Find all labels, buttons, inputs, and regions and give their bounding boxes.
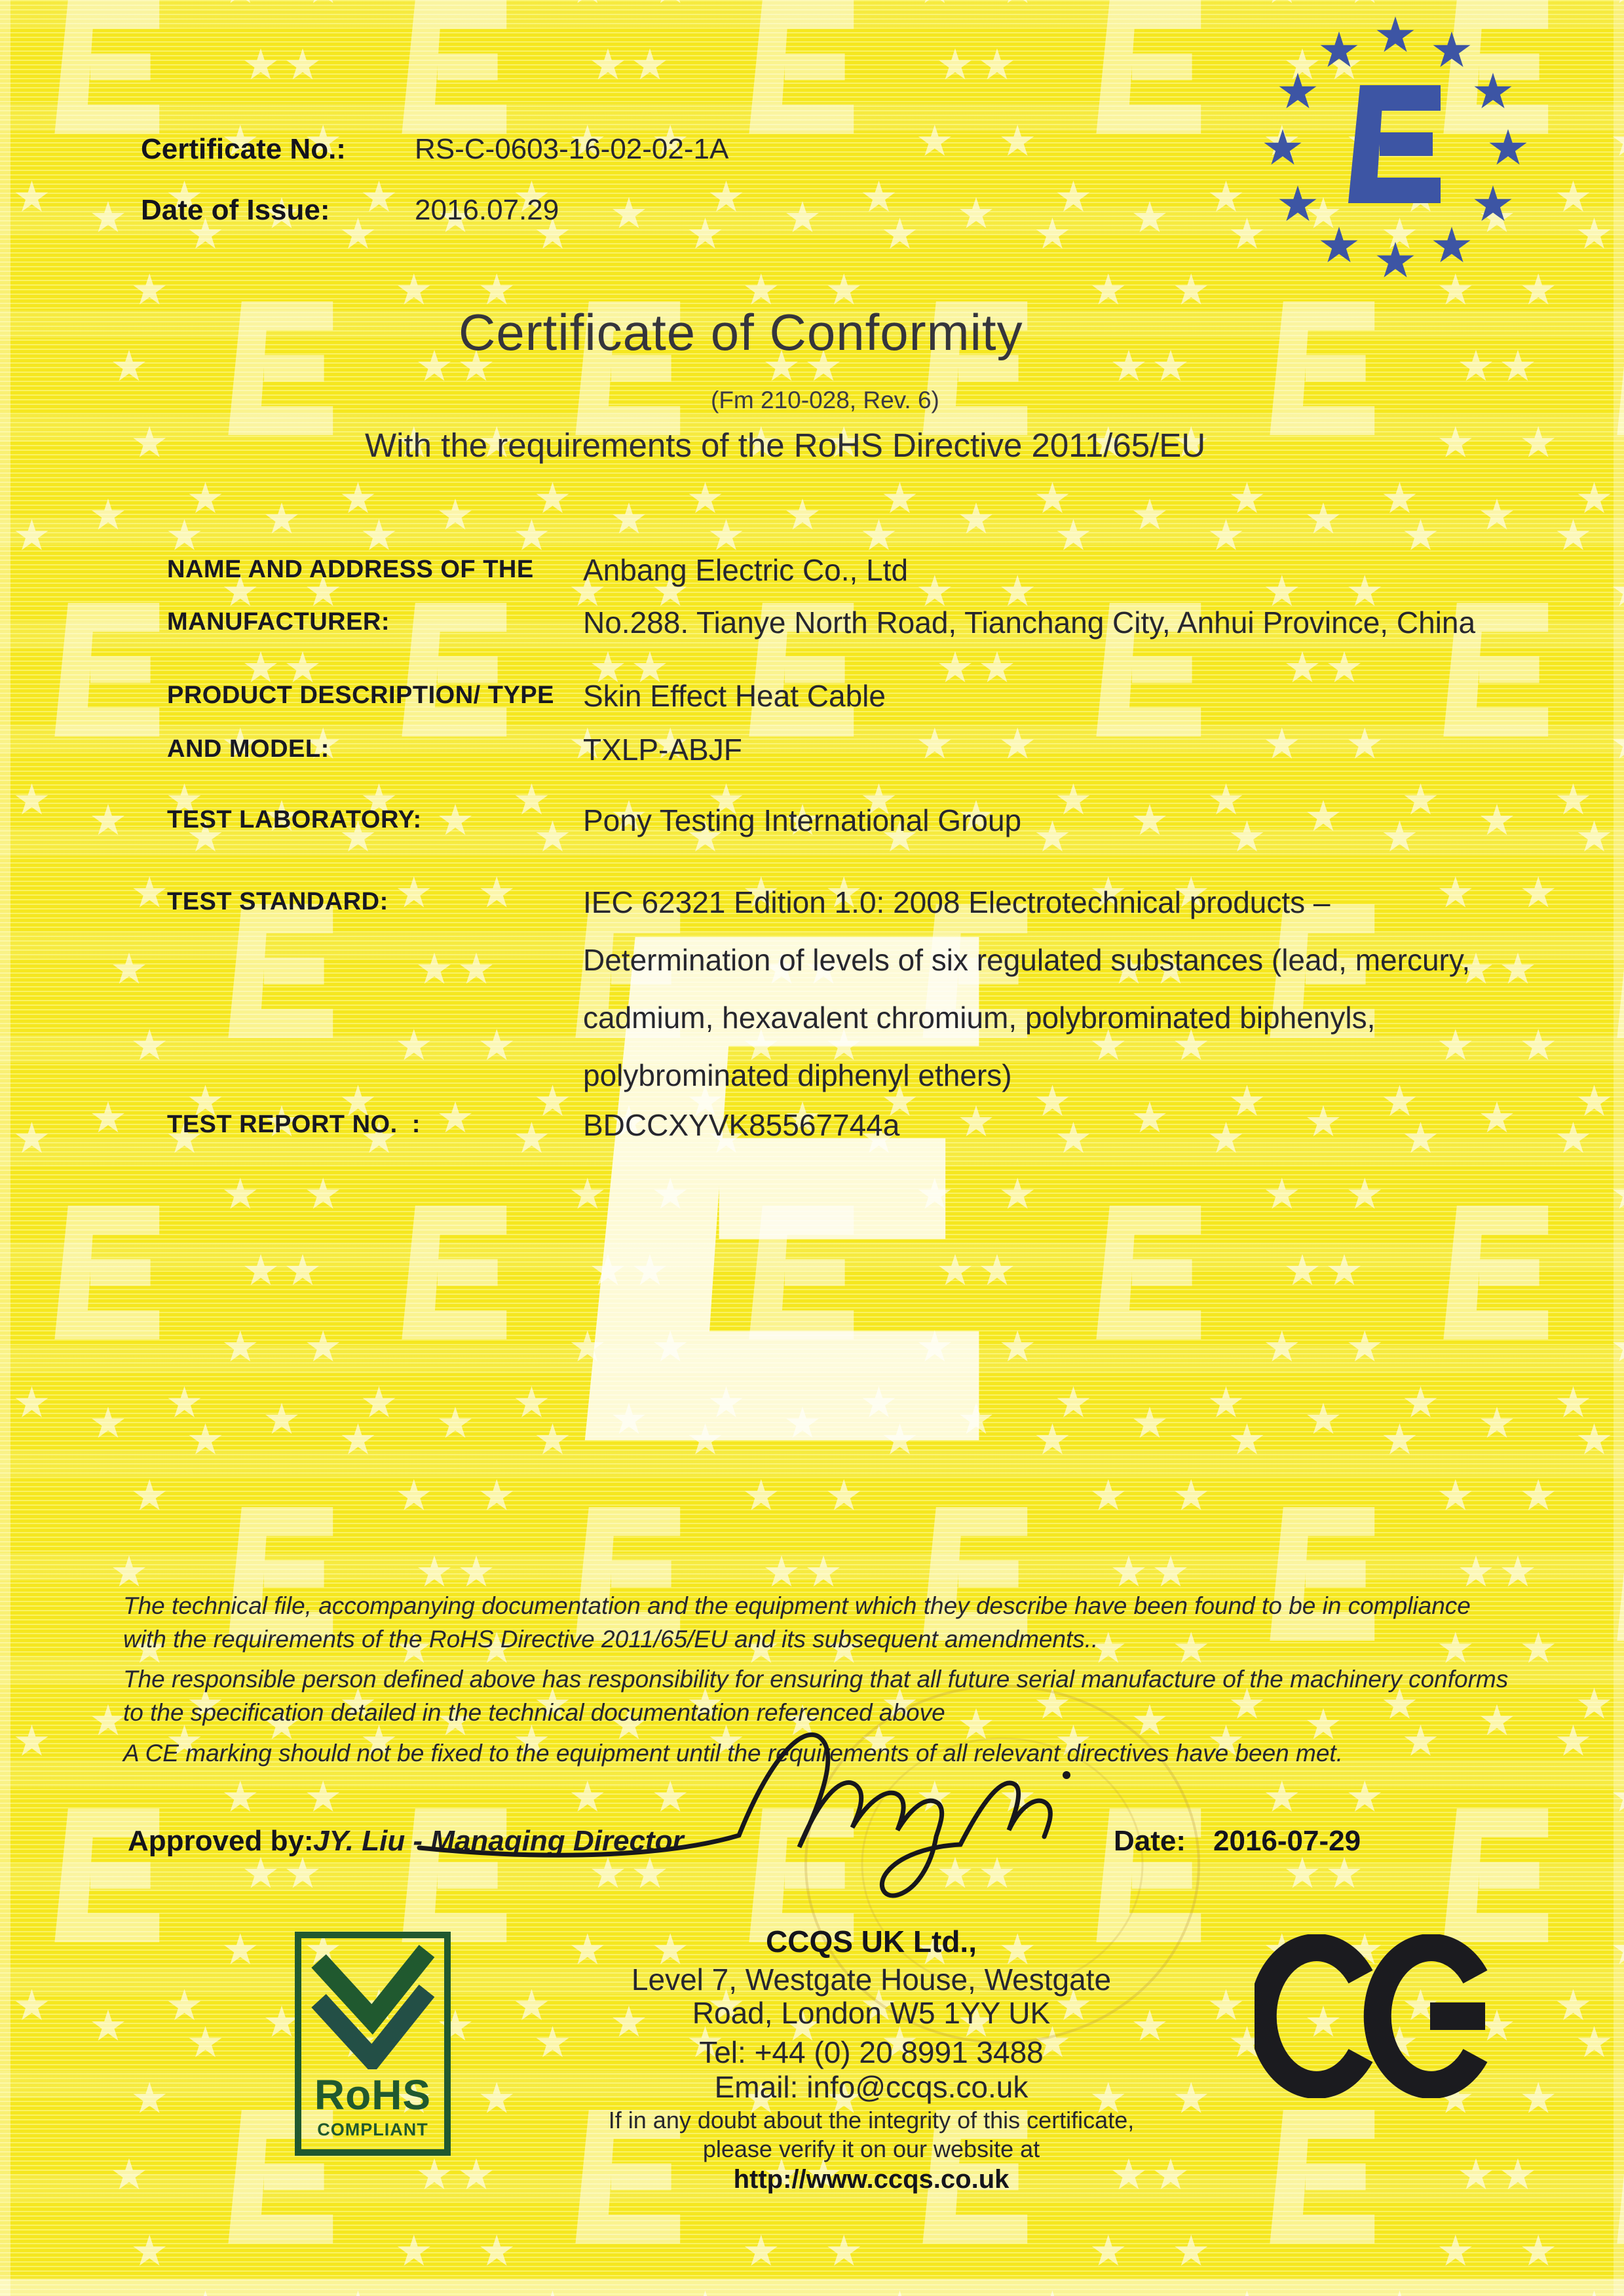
eu-stars-logo bbox=[1245, 8, 1546, 296]
scan-edge-bottom bbox=[0, 2279, 1624, 2296]
issuer-note-line1: If in any doubt about the integrity of this certificate, bbox=[608, 2106, 1135, 2133]
test-standard-line1: IEC 62321 Edition 1.0: 2008 Electrotechnical products – bbox=[583, 885, 1331, 919]
test-report-label: TEST REPORT NO. : bbox=[167, 1111, 421, 1138]
manufacturer-label-line2: MANUFACTURER: bbox=[167, 608, 390, 636]
test-standard-line3: cadmium, hexavalent chromium, polybrominated biphenyls, bbox=[583, 1001, 1376, 1035]
manufacturer-label-line1: NAME AND ADDRESS OF THE bbox=[167, 556, 534, 583]
form-reference: (Fm 210-028, Rev. 6) bbox=[711, 387, 939, 413]
issuer-address-line1: Level 7, Westgate House, Westgate bbox=[631, 1962, 1112, 1997]
rohs-title: RoHS bbox=[314, 2071, 432, 2118]
issuer-note-line2: please verify it on our website at bbox=[702, 2135, 1040, 2162]
test-report-number: BDCCXYVK85567744a bbox=[583, 1108, 900, 1142]
product-label-line2: AND MODEL: bbox=[167, 735, 330, 763]
product-model: TXLP-ABJF bbox=[583, 733, 742, 767]
issuer-block bbox=[524, 1925, 1218, 2194]
manufacturer-address: No.288. Tianye North Road, Tianchang City, Anhui Province, China bbox=[583, 605, 1476, 640]
issuer-email: Email: info@ccqs.co.uk bbox=[714, 2070, 1029, 2105]
certificate-number-label: Certificate No.: bbox=[141, 133, 346, 165]
issuer-address-line2: Road, London W5 1YY UK bbox=[692, 1996, 1051, 2031]
issue-date-label: Date of Issue: bbox=[141, 194, 330, 226]
approval-date-value: 2016-07-29 bbox=[1213, 1825, 1361, 1857]
declaration-paragraph-3: A CE marking should not be fixed to the equipment until the requirements of all relevant directives have been met. bbox=[123, 1740, 1343, 1767]
approved-by-label: Approved by: bbox=[128, 1825, 314, 1857]
test-laboratory-label: TEST LABORATORY: bbox=[167, 806, 422, 833]
rohs-checkmark-icon bbox=[301, 1941, 444, 2069]
certificate-number-value: RS-C-0603-16-02-02-1A bbox=[415, 133, 729, 165]
declaration-paragraph-1: The technical file, accompanying documentation and the equipment which they describe have been found to be in compliance with the requirements of the RoHS Directive 2011/65/EU and its subsequent amendments.. bbox=[123, 1592, 1471, 1653]
signature bbox=[380, 1694, 1166, 1904]
issuer-website-url: http://www.ccqs.co.uk bbox=[733, 2165, 1010, 2194]
certificate-title: Certificate of Conformity bbox=[459, 303, 1023, 361]
approved-by-value: JY. Liu - Managing Director bbox=[313, 1825, 684, 1857]
rohs-subtitle: COMPLIANT bbox=[317, 2120, 428, 2139]
approval-date-label: Date: bbox=[1114, 1825, 1186, 1857]
scan-edge-right bbox=[1614, 0, 1624, 2296]
issuer-telephone: Tel: +44 (0) 20 8991 3488 bbox=[699, 2035, 1044, 2069]
issue-date-value: 2016.07.29 bbox=[415, 194, 559, 226]
product-label-line1: PRODUCT DESCRIPTION/ TYPE bbox=[167, 681, 554, 709]
scan-edge-left bbox=[0, 0, 10, 2296]
test-standard-line4: polybrominated diphenyl ethers) bbox=[583, 1058, 1012, 1092]
manufacturer-name: Anbang Electric Co., Ltd bbox=[583, 553, 909, 587]
eu-logo-e-icon bbox=[1348, 85, 1441, 203]
ce-mark-icon bbox=[1255, 1934, 1497, 2098]
rohs-logo bbox=[295, 1932, 451, 2156]
issuer-name: CCQS UK Ltd., bbox=[766, 1924, 977, 1959]
test-laboratory-value: Pony Testing International Group bbox=[583, 803, 1022, 837]
declaration-paragraph-2: The responsible person defined above has responsibility for ensuring that all future serial manufacture of the machinery conforms to the specification detailed in the technical documentation referenced above bbox=[123, 1666, 1509, 1726]
directive-subtitle: With the requirements of the RoHS Directive 2011/65/EU bbox=[365, 427, 1206, 464]
test-standard-line2: Determination of levels of six regulated substances (lead, mercury, bbox=[583, 943, 1471, 977]
product-description: Skin Effect Heat Cable bbox=[583, 679, 886, 713]
test-standard-label: TEST STANDARD: bbox=[167, 888, 388, 915]
